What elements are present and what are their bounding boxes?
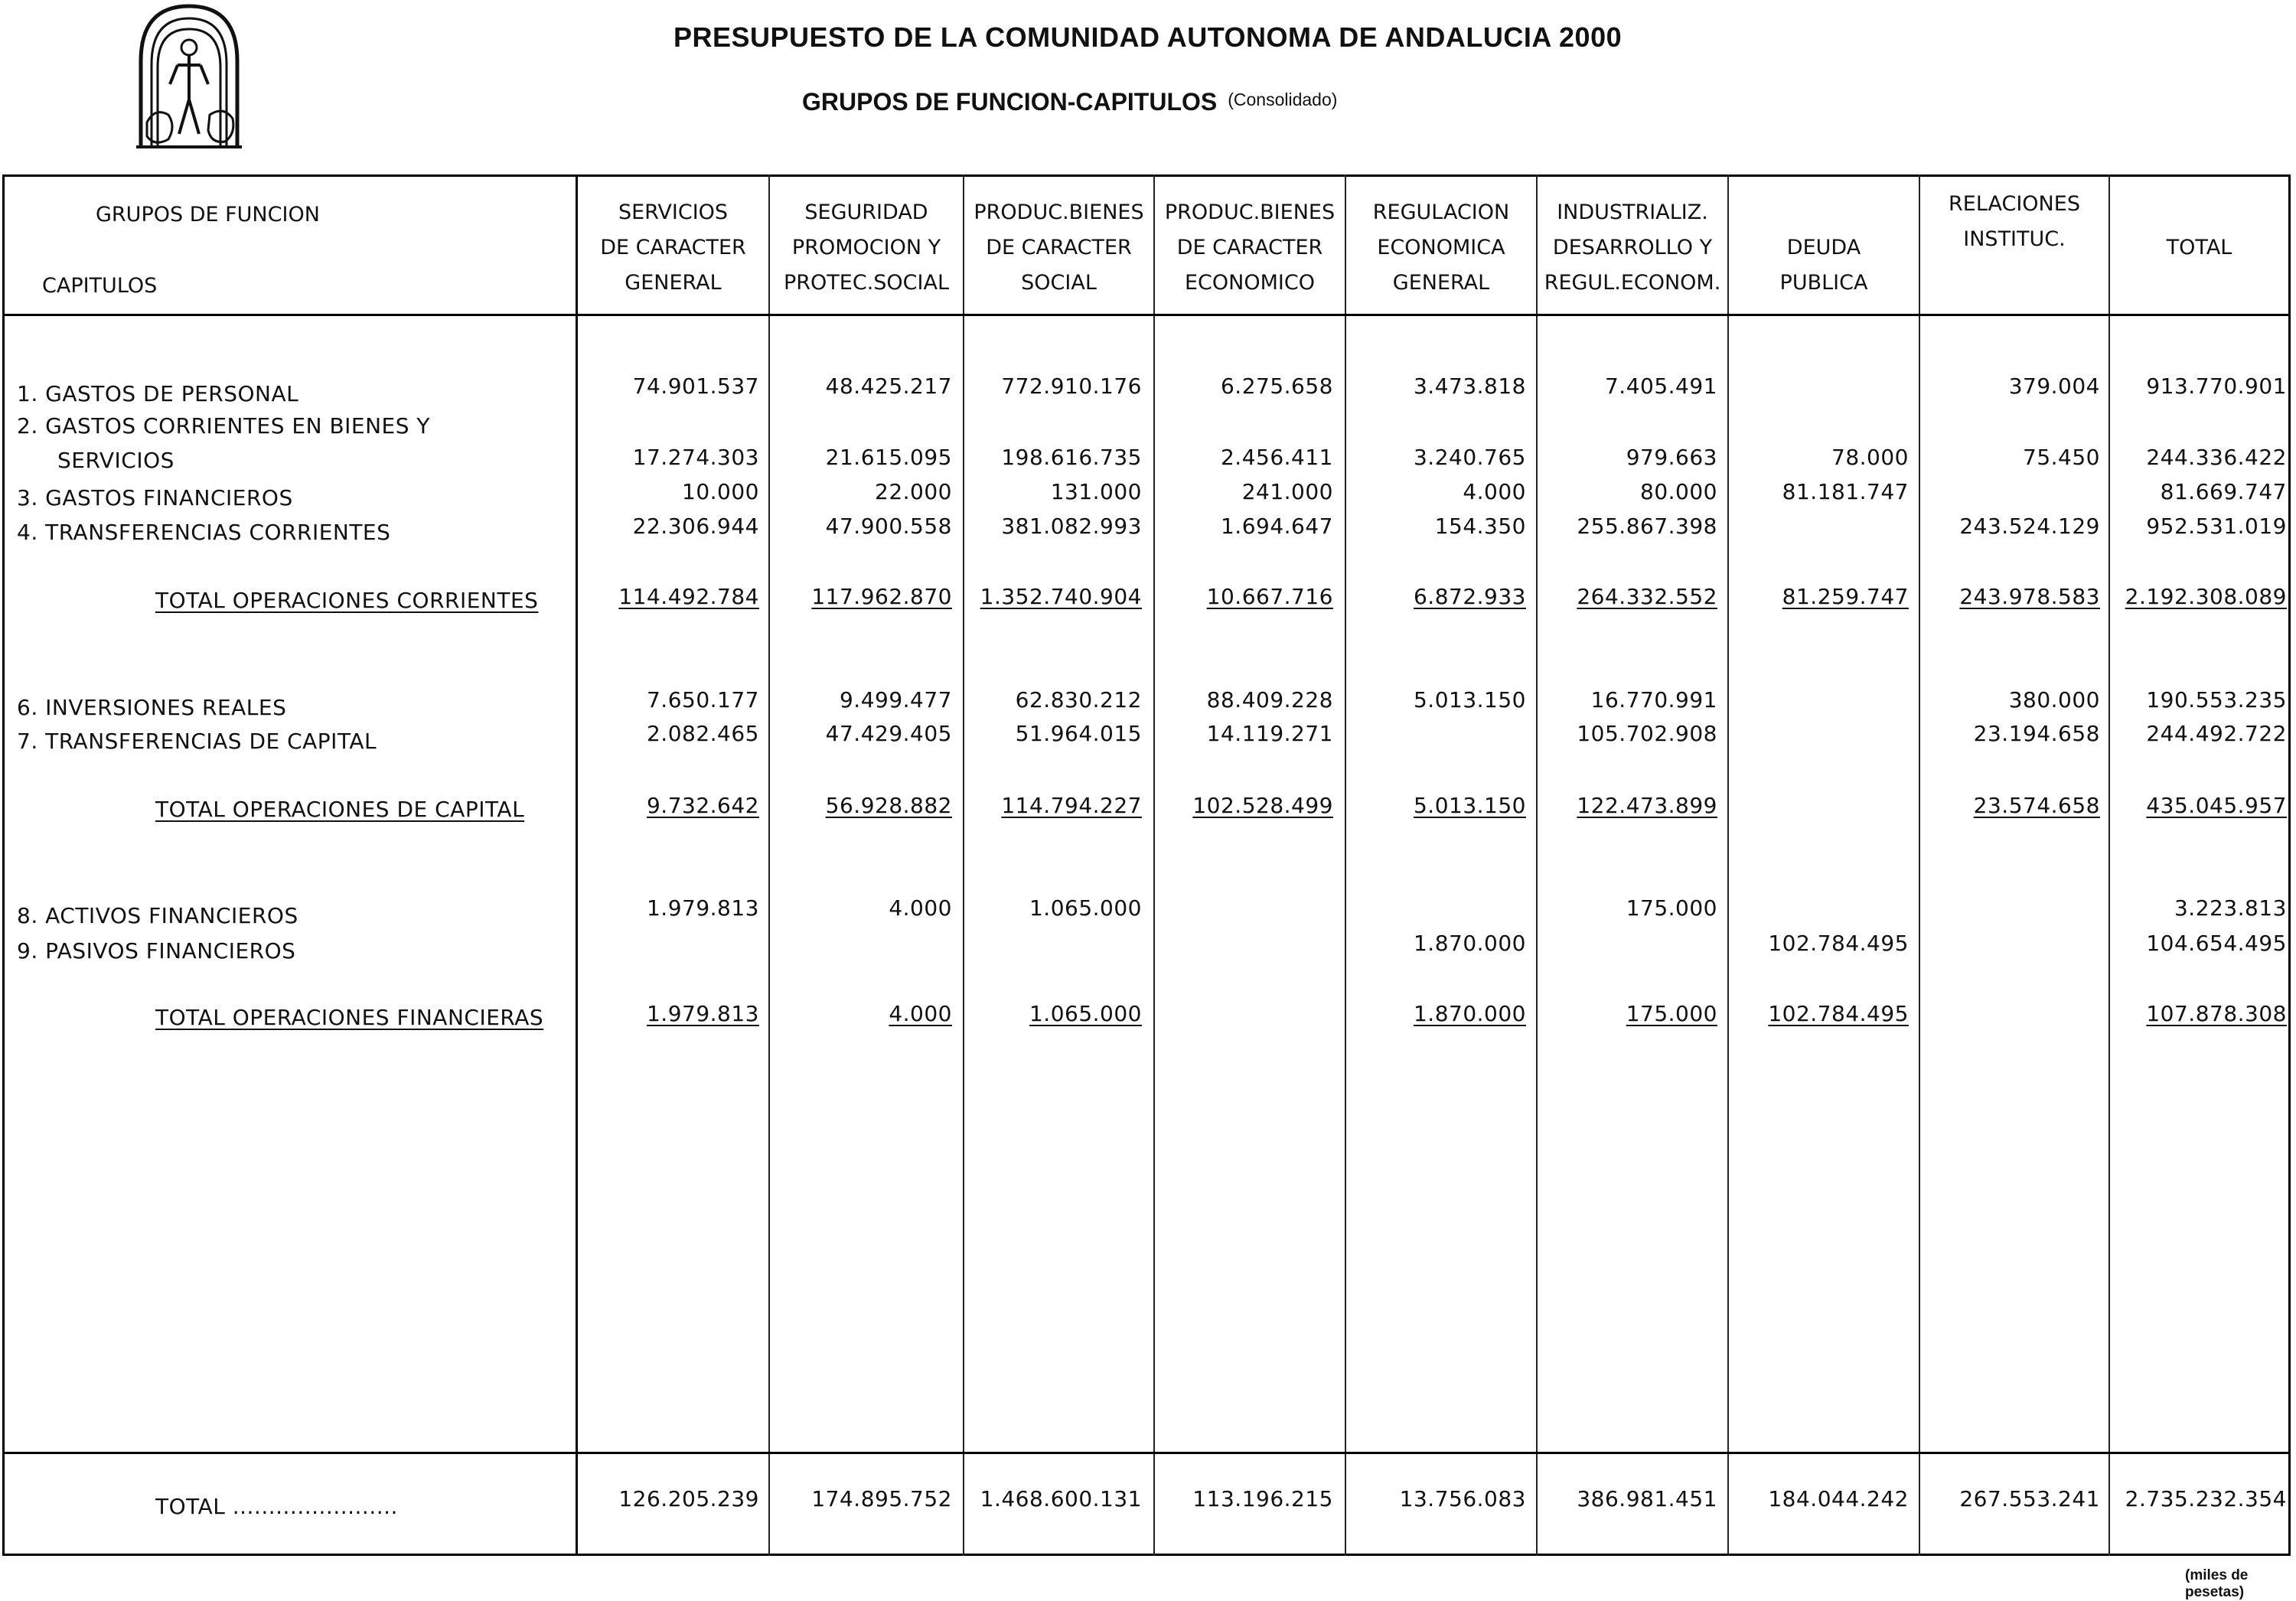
row-label-continuation: SERVICIOS bbox=[57, 448, 174, 473]
column-header-line: REGUL.ECONOM. bbox=[1544, 271, 1721, 295]
table-cell: 435.045.957 bbox=[2146, 793, 2287, 818]
column-header-line: PUBLICA bbox=[1779, 271, 1868, 295]
column-divider bbox=[1345, 174, 1346, 1556]
row-label: 7. TRANSFERENCIAS DE CAPITAL bbox=[17, 729, 377, 754]
table-cell: 81.669.747 bbox=[2160, 479, 2287, 504]
row-header-groups: GRUPOS DE FUNCION bbox=[96, 203, 320, 227]
table-cell: 62.830.212 bbox=[1015, 687, 1142, 712]
row-label: 6. INVERSIONES REALES bbox=[17, 695, 287, 720]
table-cell: 379.004 bbox=[2008, 373, 2100, 399]
table-cell: 88.409.228 bbox=[1206, 687, 1333, 712]
table-cell: 1.468.600.131 bbox=[980, 1486, 1142, 1511]
row-label: 4. TRANSFERENCIAS CORRIENTES bbox=[17, 520, 391, 545]
table-cell: 1.979.813 bbox=[646, 895, 759, 921]
column-header-line: GENERAL bbox=[1392, 271, 1490, 295]
row-label: 1. GASTOS DE PERSONAL bbox=[17, 381, 299, 406]
table-cell: 241.000 bbox=[1241, 479, 1333, 504]
table-cell: 175.000 bbox=[1626, 1001, 1717, 1026]
table-cell: 244.336.422 bbox=[2146, 445, 2287, 470]
table-cell: 114.794.227 bbox=[1001, 793, 1142, 818]
column-header-line: PRODUC.BIENES bbox=[974, 201, 1144, 224]
table-cell: 913.770.901 bbox=[2146, 373, 2287, 399]
column-divider bbox=[2108, 174, 2110, 1556]
table-cell: 3.473.818 bbox=[1413, 373, 1526, 399]
table-cell: 175.000 bbox=[1626, 895, 1717, 921]
column-divider bbox=[576, 174, 578, 1556]
table-cell: 3.223.813 bbox=[2174, 895, 2287, 921]
table-cell: 1.870.000 bbox=[1413, 1001, 1526, 1026]
table-cell: 4.000 bbox=[1463, 479, 1526, 504]
table-cell: 244.492.722 bbox=[2146, 721, 2287, 746]
table-cell: 126.205.239 bbox=[618, 1486, 759, 1511]
table-cell: 2.456.411 bbox=[1220, 445, 1333, 470]
table-cell: 255.867.398 bbox=[1577, 514, 1717, 539]
table-cell: 13.756.083 bbox=[1399, 1486, 1526, 1511]
column-header-line: DE CARACTER bbox=[600, 236, 746, 259]
column-header-line: DE CARACTER bbox=[986, 236, 1132, 259]
table-cell: 772.910.176 bbox=[1001, 373, 1142, 399]
table-cell: 47.900.558 bbox=[825, 514, 952, 539]
table-cell: 381.082.993 bbox=[1001, 514, 1142, 539]
table-cell: 4.000 bbox=[889, 895, 952, 921]
column-header-line: TOTAL bbox=[2166, 236, 2232, 259]
column-header-line: INSTITUC. bbox=[1963, 227, 2066, 251]
table-cell: 198.616.735 bbox=[1001, 445, 1142, 470]
table-cell: 1.870.000 bbox=[1413, 931, 1526, 956]
table-cell: 51.964.015 bbox=[1015, 721, 1142, 746]
table-cell: 1.065.000 bbox=[1029, 895, 1142, 921]
column-header-line: DE CARACTER bbox=[1176, 236, 1323, 259]
table-cell: 23.574.658 bbox=[1973, 793, 2100, 818]
table-cell: 5.013.150 bbox=[1413, 687, 1526, 712]
table-cell: 979.663 bbox=[1626, 445, 1717, 470]
total-divider bbox=[2, 1452, 2291, 1454]
budget-table bbox=[2, 174, 2291, 1556]
table-cell: 17.274.303 bbox=[632, 445, 759, 470]
column-divider bbox=[1153, 174, 1155, 1556]
table-cell: 102.784.495 bbox=[1768, 931, 1909, 956]
column-divider bbox=[1536, 174, 1538, 1556]
table-cell: 22.306.944 bbox=[632, 514, 759, 539]
table-cell: 21.615.095 bbox=[825, 445, 952, 470]
table-cell: 1.694.647 bbox=[1220, 514, 1333, 539]
subtitle-note: (Consolidado) bbox=[1228, 90, 1338, 109]
column-header-line: PROTEC.SOCIAL bbox=[784, 271, 949, 295]
table-cell: 131.000 bbox=[1050, 479, 1142, 504]
table-cell: 10.000 bbox=[682, 479, 759, 504]
table-cell: 80.000 bbox=[1640, 479, 1717, 504]
table-cell: 117.962.870 bbox=[811, 584, 952, 609]
table-cell: 81.181.747 bbox=[1782, 479, 1909, 504]
subtotal-label: TOTAL OPERACIONES CORRIENTES bbox=[155, 588, 539, 613]
table-cell: 14.119.271 bbox=[1206, 721, 1333, 746]
table-cell: 78.000 bbox=[1831, 445, 1909, 470]
row-label: 9. PASIVOS FINANCIEROS bbox=[17, 938, 296, 964]
table-cell: 81.259.747 bbox=[1782, 584, 1909, 609]
table-cell: 107.878.308 bbox=[2146, 1001, 2287, 1026]
table-cell: 47.429.405 bbox=[825, 721, 952, 746]
table-cell: 4.000 bbox=[889, 1001, 952, 1026]
table-cell: 56.928.882 bbox=[825, 793, 952, 818]
table-cell: 1.979.813 bbox=[646, 1001, 759, 1026]
table-cell: 1.065.000 bbox=[1029, 1001, 1142, 1026]
table-cell: 114.492.784 bbox=[618, 584, 759, 609]
table-cell: 5.013.150 bbox=[1413, 793, 1526, 818]
column-header-line: SERVICIOS bbox=[618, 201, 729, 224]
table-cell: 243.978.583 bbox=[1959, 584, 2100, 609]
table-cell: 104.654.495 bbox=[2146, 931, 2287, 956]
row-label: 8. ACTIVOS FINANCIEROS bbox=[17, 903, 298, 928]
column-divider bbox=[1727, 174, 1729, 1556]
column-divider bbox=[768, 174, 770, 1556]
table-cell: 9.732.642 bbox=[646, 793, 759, 818]
column-header-line: GENERAL bbox=[625, 271, 722, 295]
column-header-line: SOCIAL bbox=[1021, 271, 1097, 295]
column-header-line: SEGURIDAD bbox=[804, 201, 928, 224]
column-header-line: DEUDA bbox=[1786, 236, 1861, 259]
table-cell: 264.332.552 bbox=[1577, 584, 1717, 609]
table-cell: 102.784.495 bbox=[1768, 1001, 1909, 1026]
table-cell: 22.000 bbox=[875, 479, 952, 504]
table-cell: 105.702.908 bbox=[1577, 721, 1717, 746]
table-cell: 1.352.740.904 bbox=[980, 584, 1142, 609]
table-cell: 190.553.235 bbox=[2146, 687, 2287, 712]
table-cell: 74.901.537 bbox=[632, 373, 759, 399]
subtotal-label: TOTAL OPERACIONES DE CAPITAL bbox=[155, 797, 525, 822]
table-cell: 3.240.765 bbox=[1413, 445, 1526, 470]
andalucia-coat-of-arms-icon bbox=[132, 0, 246, 153]
column-divider bbox=[1919, 174, 1920, 1556]
column-header-line: PROMOCION Y bbox=[791, 236, 941, 259]
table-cell: 2.192.308.089 bbox=[2125, 584, 2287, 609]
column-header-line: PRODUC.BIENES bbox=[1164, 201, 1336, 224]
table-cell: 102.528.499 bbox=[1192, 793, 1333, 818]
column-header-line: ECONOMICO bbox=[1185, 271, 1315, 295]
table-cell: 386.981.451 bbox=[1577, 1486, 1717, 1511]
table-cell: 2.082.465 bbox=[646, 721, 759, 746]
table-cell: 75.450 bbox=[2023, 445, 2100, 470]
row-label: 2. GASTOS CORRIENTES EN BIENES Y bbox=[17, 413, 431, 439]
table-cell: 2.735.232.354 bbox=[2125, 1486, 2287, 1511]
table-cell: 23.194.658 bbox=[1973, 721, 2100, 746]
table-cell: 7.650.177 bbox=[646, 687, 759, 712]
units-note: (miles de pesetas) bbox=[2185, 1567, 2249, 1600]
column-header-line: RELACIONES bbox=[1949, 192, 2080, 216]
column-header-line: DESARROLLO Y bbox=[1552, 236, 1713, 259]
table-cell: 48.425.217 bbox=[825, 373, 952, 399]
grand-total-label: TOTAL ....................... bbox=[155, 1494, 398, 1519]
table-cell: 7.405.491 bbox=[1604, 373, 1717, 399]
table-cell: 6.275.658 bbox=[1220, 373, 1333, 399]
table-cell: 184.044.242 bbox=[1768, 1486, 1909, 1511]
page-subtitle bbox=[802, 88, 1337, 116]
table-cell: 267.553.241 bbox=[1959, 1486, 2100, 1511]
table-cell: 6.872.933 bbox=[1413, 584, 1526, 609]
column-divider bbox=[963, 174, 964, 1556]
table-cell: 9.499.477 bbox=[839, 687, 952, 712]
table-cell: 952.531.019 bbox=[2146, 514, 2287, 539]
table-cell: 10.667.716 bbox=[1206, 584, 1333, 609]
table-cell: 380.000 bbox=[2008, 687, 2100, 712]
column-header-line: ECONOMICA bbox=[1377, 236, 1505, 259]
table-cell: 16.770.991 bbox=[1590, 687, 1717, 712]
header-divider bbox=[2, 314, 2291, 316]
subtitle-text: GRUPOS DE FUNCION-CAPITULOS bbox=[802, 88, 1218, 116]
row-label: 3. GASTOS FINANCIEROS bbox=[17, 485, 293, 510]
table-cell: 154.350 bbox=[1434, 514, 1526, 539]
table-cell: 113.196.215 bbox=[1192, 1486, 1333, 1511]
page-title: PRESUPUESTO DE LA COMUNIDAD AUTONOMA DE ANDALUCIA 2000 bbox=[673, 21, 1623, 53]
table-cell: 122.473.899 bbox=[1577, 793, 1717, 818]
row-header-chapters: CAPITULOS bbox=[42, 274, 158, 298]
table-cell: 174.895.752 bbox=[811, 1486, 952, 1511]
column-header-line: INDUSTRIALIZ. bbox=[1557, 201, 1708, 224]
column-header-line: REGULACION bbox=[1372, 201, 1510, 224]
table-cell: 243.524.129 bbox=[1959, 514, 2100, 539]
subtotal-label: TOTAL OPERACIONES FINANCIERAS bbox=[155, 1005, 544, 1030]
